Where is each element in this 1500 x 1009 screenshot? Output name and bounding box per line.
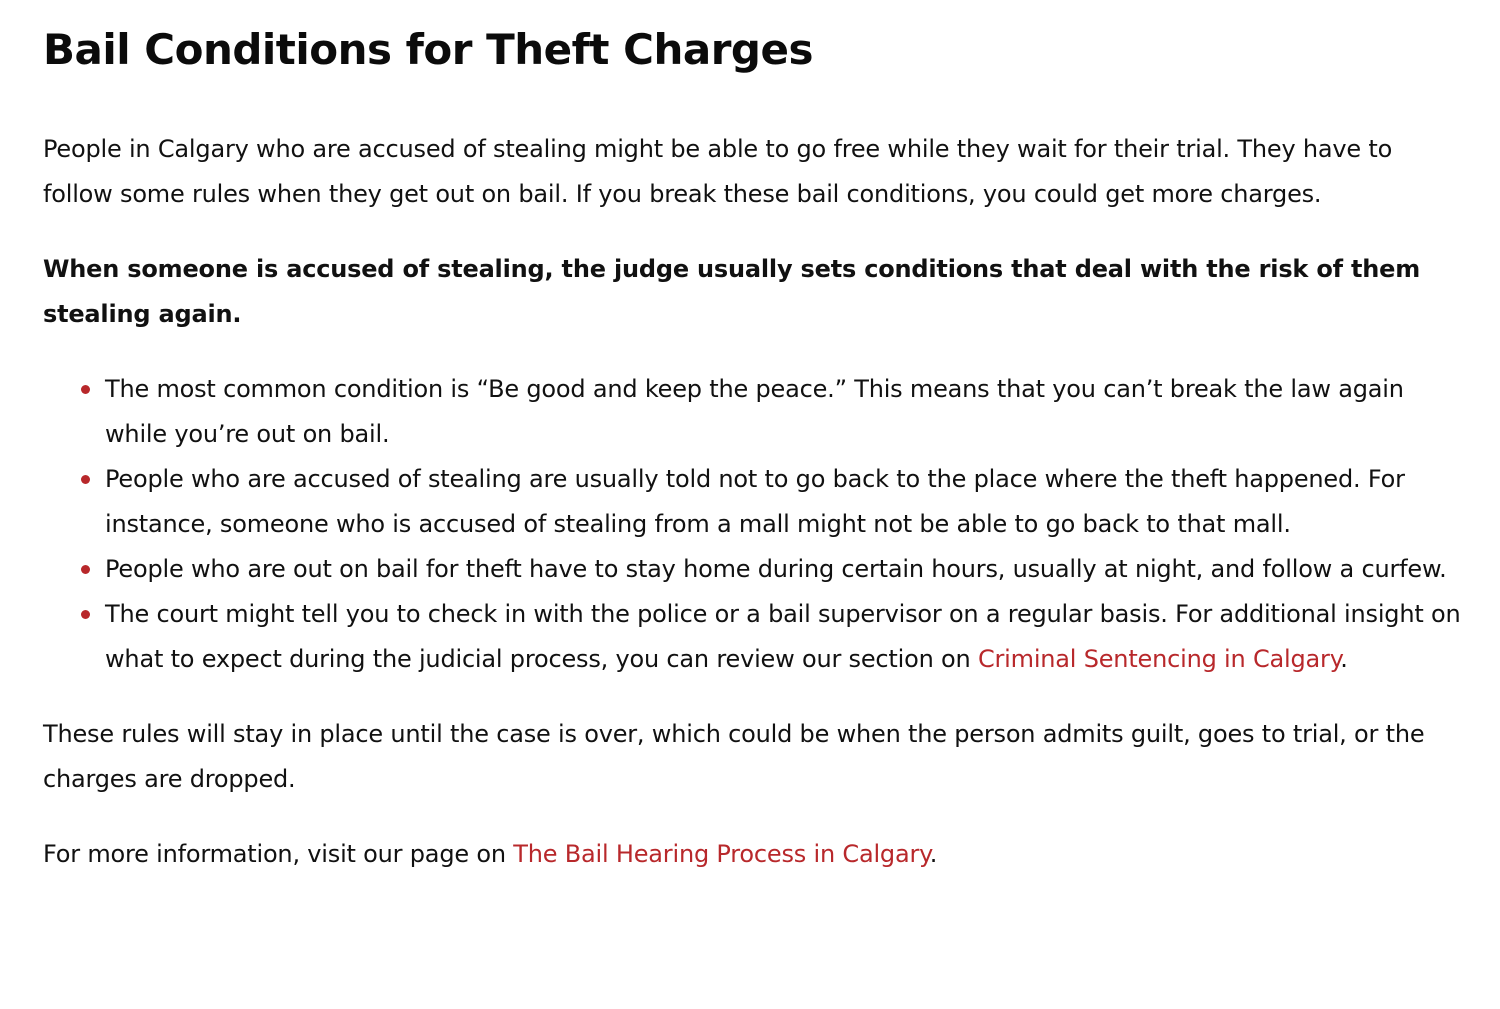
intro-paragraph: People in Calgary who are accused of stealing might be able to go free while they wait for their trial. They have to follow some rules when they get out on bail. If you break these bail conditions, you could get more charges.: [43, 135, 1393, 208]
conditions-list: [43, 367, 1466, 682]
list-item: [105, 457, 1466, 547]
list-item-suffix: .: [1340, 645, 1348, 673]
criminal-sentencing-link[interactable]: Criminal Sentencing in Calgary: [977, 645, 1341, 673]
bail-hearing-link[interactable]: The Bail Hearing Process in Calgary: [513, 840, 930, 868]
bullet-icon: [81, 565, 90, 574]
list-item-text: People who are accused of stealing are usually told not to go back to the place where the theft happened. For instance, someone who is accused of stealing from a mall might not be able to go back to that mall.: [105, 465, 1405, 538]
list-item-text: The court might tell you to check in with the police or a bail supervisor on a regular basis. For additional insight on what to expect during the judicial process, you can review our section on: [105, 600, 1461, 673]
bullet-icon: [81, 475, 90, 484]
more-info-suffix: .: [929, 840, 938, 868]
more-info-text: For more information, visit our page on: [43, 840, 514, 868]
list-item-text: The most common condition is “Be good and keep the peace.” This means that you can’t break the law again while you’re out on bail.: [105, 375, 1404, 448]
bullet-icon: [81, 385, 90, 394]
list-item: [105, 547, 1466, 592]
list-item: [105, 367, 1466, 457]
list-item-text: People who are out on bail for theft have to stay home during certain hours, usually at night, and follow a curfew.: [105, 555, 1447, 583]
more-info-paragraph: [43, 832, 1466, 877]
closing-paragraph: These rules will stay in place until the case is over, which could be when the person admits guilt, goes to trial, or the charges are dropped.: [43, 720, 1425, 793]
page-title: Bail Conditions for Theft Charges: [43, 25, 813, 74]
list-item: [105, 592, 1466, 682]
lead-paragraph: When someone is accused of stealing, the judge usually sets conditions that deal with the risk of them stealing again.: [43, 255, 1421, 328]
bullet-icon: [81, 610, 90, 619]
